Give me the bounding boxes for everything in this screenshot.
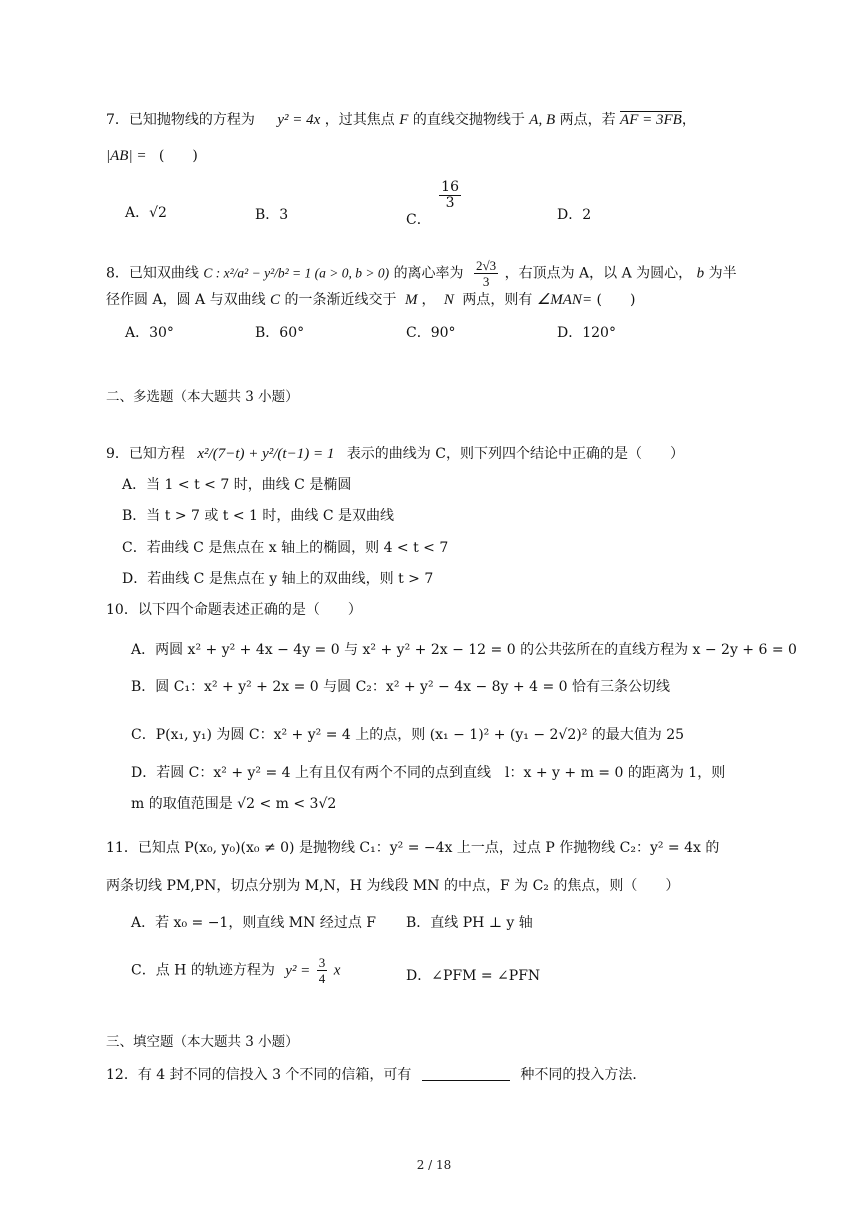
q7-option-c-fraction: [439, 180, 461, 211]
q7-equation: y² = 4x: [277, 112, 321, 128]
q11-option-b: B．直线 PH ⊥ y 轴: [406, 915, 533, 931]
q7-option-d: D．2: [557, 207, 592, 223]
q7-focus: F: [399, 112, 409, 128]
q8-stem-line1: [106, 258, 737, 289]
q9-equation: x²/(7−t) + y²/(t−1) = 1: [197, 446, 335, 462]
q10-option-d-line2: m 的取值范围是 √2 < m < 3√2: [131, 796, 337, 812]
q7-stem-line2: [106, 146, 198, 166]
q8-point-m: M: [404, 292, 418, 308]
q9-text: 表示的曲线为 C，则下列四个结论中正确的是（ ）: [346, 446, 684, 462]
q10-option-c: C．P(x₁, y₁) 为圆 C：x² + y² = 4 上的点，则 (x₁ − 1)² + (y₁ − 2√2)² 的最大值为 25: [131, 727, 685, 743]
q8-point-n: N: [443, 292, 454, 308]
q12-text: 12．有 4 封不同的信投入 3 个不同的信箱，可有: [106, 1067, 412, 1083]
q12-answer-blank[interactable]: [422, 1066, 510, 1081]
q7-option-c-label: C．: [406, 211, 431, 228]
q11-option-c-fraction: [317, 955, 328, 986]
q11-stem-line1: 11．已知点 P(x₀, y₀)(x₀ ≠ 0) 是抛物线 C₁：y² = −4x 上一点，过点 P 作抛物线 C₂：y² = 4x 的: [106, 840, 720, 856]
fraction-denominator: 3: [482, 274, 490, 289]
page-number: 2 / 18: [416, 1158, 452, 1172]
q10-option-a: A．两圆 x² + y² + 4x − 4y = 0 与 x² + y² + 2x − 12 = 0 的公共弦所在的直线方程为 x − 2y + 6 = 0: [131, 642, 797, 658]
q7-text: 的直线交抛物线于: [412, 112, 525, 128]
q8-text: 的离心率为: [393, 265, 464, 282]
q11-option-c-eq-x: x: [333, 962, 341, 979]
q7-text: 两点，若: [559, 112, 616, 128]
q8-text: ，右顶点为 A，以 A 为圆心，: [504, 265, 693, 282]
q8-option-a: A．30°: [125, 325, 174, 341]
section-heading-fill-in: 三、填空题（本大题共 3 小题）: [106, 1034, 299, 1050]
q12-text: 种不同的投入方法．: [520, 1067, 647, 1083]
q7-text: 7．已知抛物线的方程为: [106, 112, 255, 128]
q7-stem-line1: 7．已知抛物线的方程为 y² = 4x ，过其焦点 F 的直线交抛物线于 A, B 两点，若 AF = 3FB，: [106, 112, 696, 128]
q7-option-c: [406, 179, 463, 228]
fraction-numerator: 3: [318, 955, 326, 970]
q11-option-a: A．若 x₀ = −1，则直线 MN 经过点 F: [131, 915, 376, 931]
q9-option-d: D．若曲线 C 是焦点在 y 轴上的双曲线，则 t > 7: [122, 571, 434, 587]
q10-stem: 10．以下四个命题表述正确的是（ ）: [106, 602, 362, 618]
fraction-denominator: 3: [445, 195, 455, 211]
q7-option-a: A．√2: [125, 205, 167, 221]
q11-option-c-label: C．点 H 的轨迹方程为: [131, 962, 275, 979]
fraction-numerator: 16: [441, 179, 459, 195]
q10-option-d-line1: D．若圆 C：x² + y² = 4 上有且仅有两个不同的点到直线 l：x + y + m = 0 的距离为 1，则: [131, 765, 726, 781]
q11-option-c-eq: y² =: [285, 962, 311, 979]
fraction-denominator: 4: [318, 971, 326, 986]
fraction-numerator: 2√3: [476, 258, 497, 273]
q8-option-c: C．90°: [406, 325, 456, 341]
q7-text: ，过其焦点: [324, 112, 395, 128]
q8-option-d: D．120°: [557, 325, 616, 341]
q7-vector-relation: AF = 3FB: [620, 112, 682, 128]
q9-text: 9．已知方程: [106, 446, 185, 462]
q8-angle: ∠MAN=: [536, 292, 593, 308]
q7-points: A, B: [529, 112, 556, 128]
q9-stem: [106, 444, 684, 464]
q8-text: 8．已知双曲线: [106, 265, 199, 282]
q7-answer-paren: ( ): [158, 148, 198, 164]
q12-stem: [106, 1065, 646, 1085]
q9-option-a: A．当 1 < t < 7 时，曲线 C 是椭圆: [122, 477, 352, 493]
q11-stem-line2: 两条切线 PM,PN，切点分别为 M,N，H 为线段 MN 的中点，F 为 C₂ 的焦点，则（ ）: [106, 878, 680, 894]
q8-stem-line2: 径作圆 A，圆 A 与双曲线 C 的一条渐近线交于 M ， N 两点，则有 ∠MAN= ( ): [106, 292, 636, 308]
q8-radius-b: b: [696, 265, 705, 282]
q8-text: 为半: [708, 265, 737, 282]
q8-text: 径作圆 A，圆 A 与双曲线: [106, 292, 266, 308]
q8-answer-paren: ( ): [596, 292, 636, 308]
q11-option-c: [131, 955, 340, 986]
q8-curve-c: C: [270, 292, 281, 308]
section-heading-multiple-choice: 二、多选题（本大题共 3 小题）: [106, 389, 299, 405]
q8-text: 的一条渐近线交于: [284, 292, 397, 308]
q8-hyperbola-equation: C : x²/a² − y²/b² = 1 (a > 0, b > 0): [203, 265, 390, 281]
q9-option-b: B．当 t > 7 或 t < 1 时，曲线 C 是双曲线: [122, 508, 395, 524]
q8-option-b: B．60°: [255, 325, 305, 341]
q8-text: 两点，则有: [462, 292, 533, 308]
q8-eccentricity: [474, 258, 498, 289]
q7-option-b: B．3: [255, 207, 289, 223]
q11-option-d: D．∠PFM = ∠PFN: [406, 968, 541, 984]
q7-ab-length: |AB| =: [106, 148, 147, 164]
q10-option-b: B．圆 C₁：x² + y² + 2x = 0 与圆 C₂：x² + y² − 4x − 8y + 4 = 0 恰有三条公切线: [131, 679, 670, 695]
q9-option-c: C．若曲线 C 是焦点在 x 轴上的椭圆，则 4 < t < 7: [122, 540, 449, 556]
